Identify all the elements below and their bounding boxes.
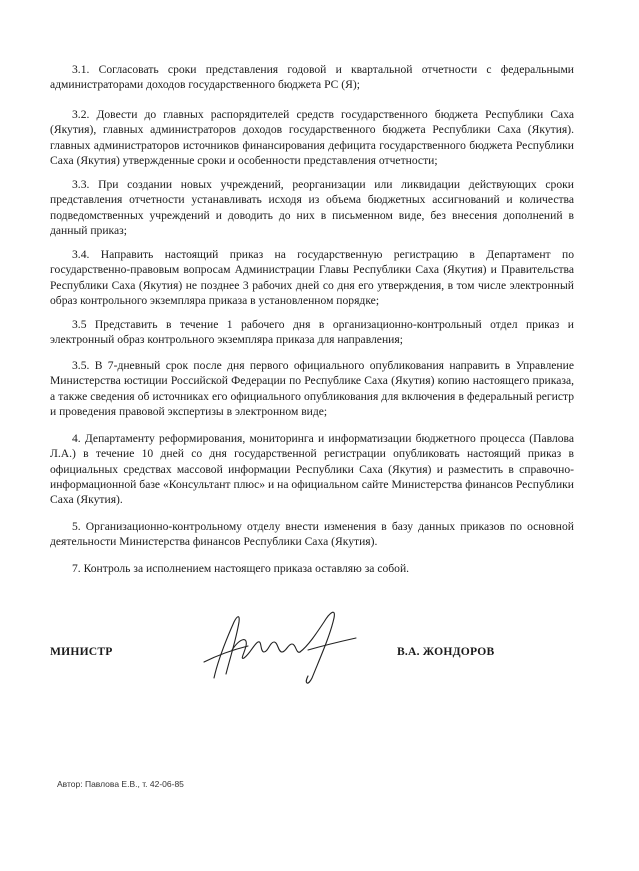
- handwritten-signature: [196, 600, 366, 686]
- signatory-name: В.А. ЖОНДОРОВ: [397, 645, 495, 658]
- paragraph-3-2: 3.2. Довести до главных распорядителей средств государственного бюджета Республики Саха (Якутия), главных администраторов доходов государственного бюджета Республики Саха (Якутия). главных администраторов источников финансирования дефицита государственного бюджета Республики Саха (Якутия) утвержденные сроки и особенности представления отчетности;: [50, 108, 574, 167]
- signatory-title: МИНИСТР: [50, 645, 113, 658]
- paragraph-7: 7. Контроль за исполнением настоящего приказа оставляю за собой.: [72, 562, 410, 575]
- paragraph-3-1: 3.1. Согласовать сроки представления годовой и квартальной отчетности с федеральными администраторами доходов государственного бюджета РС (Я);: [50, 63, 574, 92]
- author-footer: Автор: Павлова Е.В., т. 42-06-85: [57, 779, 184, 789]
- paragraph-3-4: 3.4. Направить настоящий приказ на государственную регистрацию в Департамент по государственно-правовым вопросам Администрации Главы Республики Саха (Якутия) и Правительства Республики Саха (Якутия) не позднее 3 рабочих дней со дня его утверждения, в том числе электронный образ контрольного экземпляра приказа в установленном порядке;: [50, 248, 574, 307]
- paragraph-3-5: 3.5 Представить в течение 1 рабочего дня в организационно-контрольный отдел приказ и электронный образ контрольного экземпляра приказа для направления;: [50, 318, 574, 347]
- paragraph-3-5b: 3.5. В 7-дневный срок после дня первого официального опубликования направить в Управление Министерства юстиции Российской Федерации по Республике Саха (Якутия) копию настоящего приказа, а также сведения об источниках его официального опубликования для включения в федеральный регистр и проведения правовой экспертизы в электронном виде;: [50, 359, 574, 418]
- paragraph-4: 4. Департаменту реформирования, мониторинга и информатизации бюджетного процесса (Павлова Л.А.) в течение 10 дней со дня государственной регистрации опубликовать настоящий приказ в официальных средствах массовой информации Республики Саха (Якутия) и разместить в справочно-информационной базе «Консультант плюс» и на официальном сайте Министерства финансов Республики Саха (Якутия).: [50, 432, 574, 507]
- paragraph-5: 5. Организационно-контрольному отделу внести изменения в базу данных приказов по основной деятельности Министерства финансов Республики Саха (Якутия).: [50, 520, 574, 549]
- paragraph-3-3: 3.3. При создании новых учреждений, реорганизации или ликвидации действующих сроки представления отчетности устанавливать исходя из объема бюджетных ассигнований и количества подведомственных учреждений и доводить до них в письменном виде, без внесения дополнений в данный приказ;: [50, 178, 574, 237]
